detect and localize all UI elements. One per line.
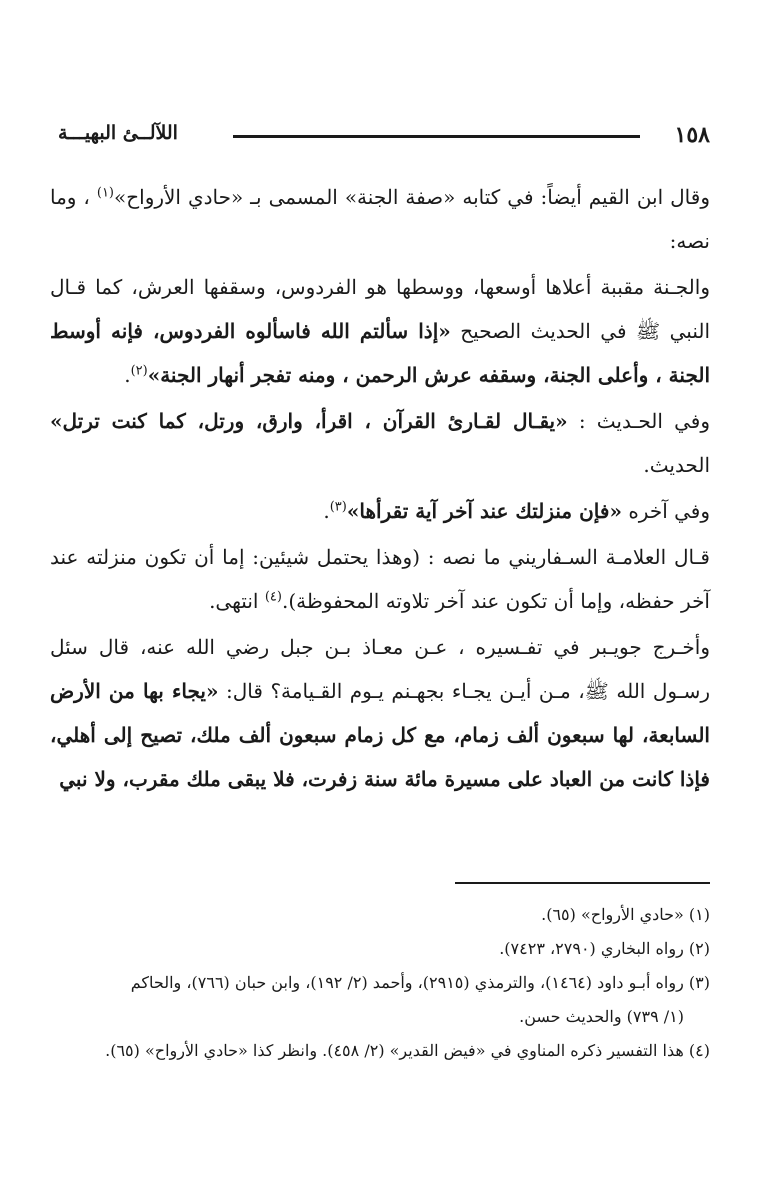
footnote-2: (٢) رواه البخاري (٢٧٩٠، ٧٤٢٣). (499, 939, 710, 958)
paragraph-3-text: وفي الحـديث : (578, 409, 711, 433)
page-header (58, 118, 710, 154)
footnote-ref-2: (٢) (130, 363, 148, 379)
paragraph-3-end: الحديث. (643, 453, 710, 477)
footnote-ref-1: (١) (96, 185, 114, 201)
paragraph-4-text: وفي آخره (628, 499, 710, 523)
paragraph-4-end: . (323, 499, 330, 523)
paragraph-4 (50, 489, 710, 533)
footnote-4: (٤) هذا التفسير ذكره المناوي في «فيض القدير» (٢/ ٤٥٨). وانظر كذا «حادي الأرواح» (٦٥). (105, 1041, 710, 1060)
hadith-quote-2: «يقـال لقـارئ القرآن ، اقرأ، وارق، ورتل، كما كنت ترتل» (50, 409, 568, 433)
paragraph-6-text: وأخـرج جويـبر في تفـسيره ، عـن معـاذ بـن جبل رضي الله عنه، قال سئل رسـول الله ﷺ، مـن أيـن يجـاء بجهـنم يـوم القـيامة؟ قال: (50, 635, 711, 703)
running-title: اللآلــئ البهيـــة (58, 122, 178, 144)
hadith-quote-4: «يجاء بها من الأرض السابعة، لها سبعون ألف زمام، مع كل زمام سبعون ألف ملك، تصيح إلى أهلي، فإذا كانت من العباد على مسيرة مائة سنة زفرت، فلا يبقى ملك مقرب، ولا نبي (50, 679, 710, 791)
main-text (50, 175, 710, 801)
footnote-ref-3: (٣) (329, 499, 347, 515)
footnote-3: (٣) رواه أبـو داود (١٤٦٤)، والترمذي (٢٩١٥)، وأحمد (٢/ ١٩٢)، وابن حبان (٧٦٦)، والحاكم (130, 973, 710, 992)
page-number: ١٥٨ (674, 122, 710, 148)
paragraph-2 (50, 265, 710, 397)
paragraph-5 (50, 535, 710, 623)
paragraph-5-end: انتهى. (209, 589, 259, 613)
paragraph-2-end: . (124, 363, 131, 387)
paragraph-1-text: وقال ابن القيم أيضاً: في كتابه «صفة الجنة» المسمى بـ «حادي الأرواح» (114, 185, 710, 209)
footnotes (50, 898, 710, 1068)
hadith-quote-1: «إذا سألتم الله فاسألوه الفردوس، فإنه أوسط الجنة ، وأعلى الجنة، وسقفه عرش الرحمن ، ومنه تفجر أنهار الجنة» (50, 319, 710, 387)
header-rule (233, 135, 640, 138)
footnote-1: (١) «حادي الأرواح» (٦٥). (541, 905, 710, 924)
paragraph-3 (50, 399, 710, 487)
paragraph-5-text: قـال العلامـة السـفاريني ما نصه : (وهذا يحتمل شيئين: إما أن تكون منزلته عند آخر حفظه، وإما أن تكون عند آخر تلاوته المحفوظة). (50, 545, 710, 613)
paragraph-1-end: ، وما نصه: (50, 185, 710, 253)
paragraph-6 (50, 625, 710, 801)
footnote-rule (455, 882, 710, 884)
footnote-ref-4: (٤) (264, 589, 282, 605)
paragraph-1 (50, 175, 710, 263)
footnote-3-continued: (١/ ٧٣٩) والحديث حسن. (519, 1007, 684, 1026)
hadith-quote-3: «فإن منزلتك عند آخر آية تقرأها» (346, 499, 622, 523)
paragraph-2-text: والجـنة مقببة أعلاها أوسعها، ووسطها هو الفردوس، وسقفها العرش، كما قـال النبي ﷺ في الحديث الصحيح (50, 275, 711, 343)
